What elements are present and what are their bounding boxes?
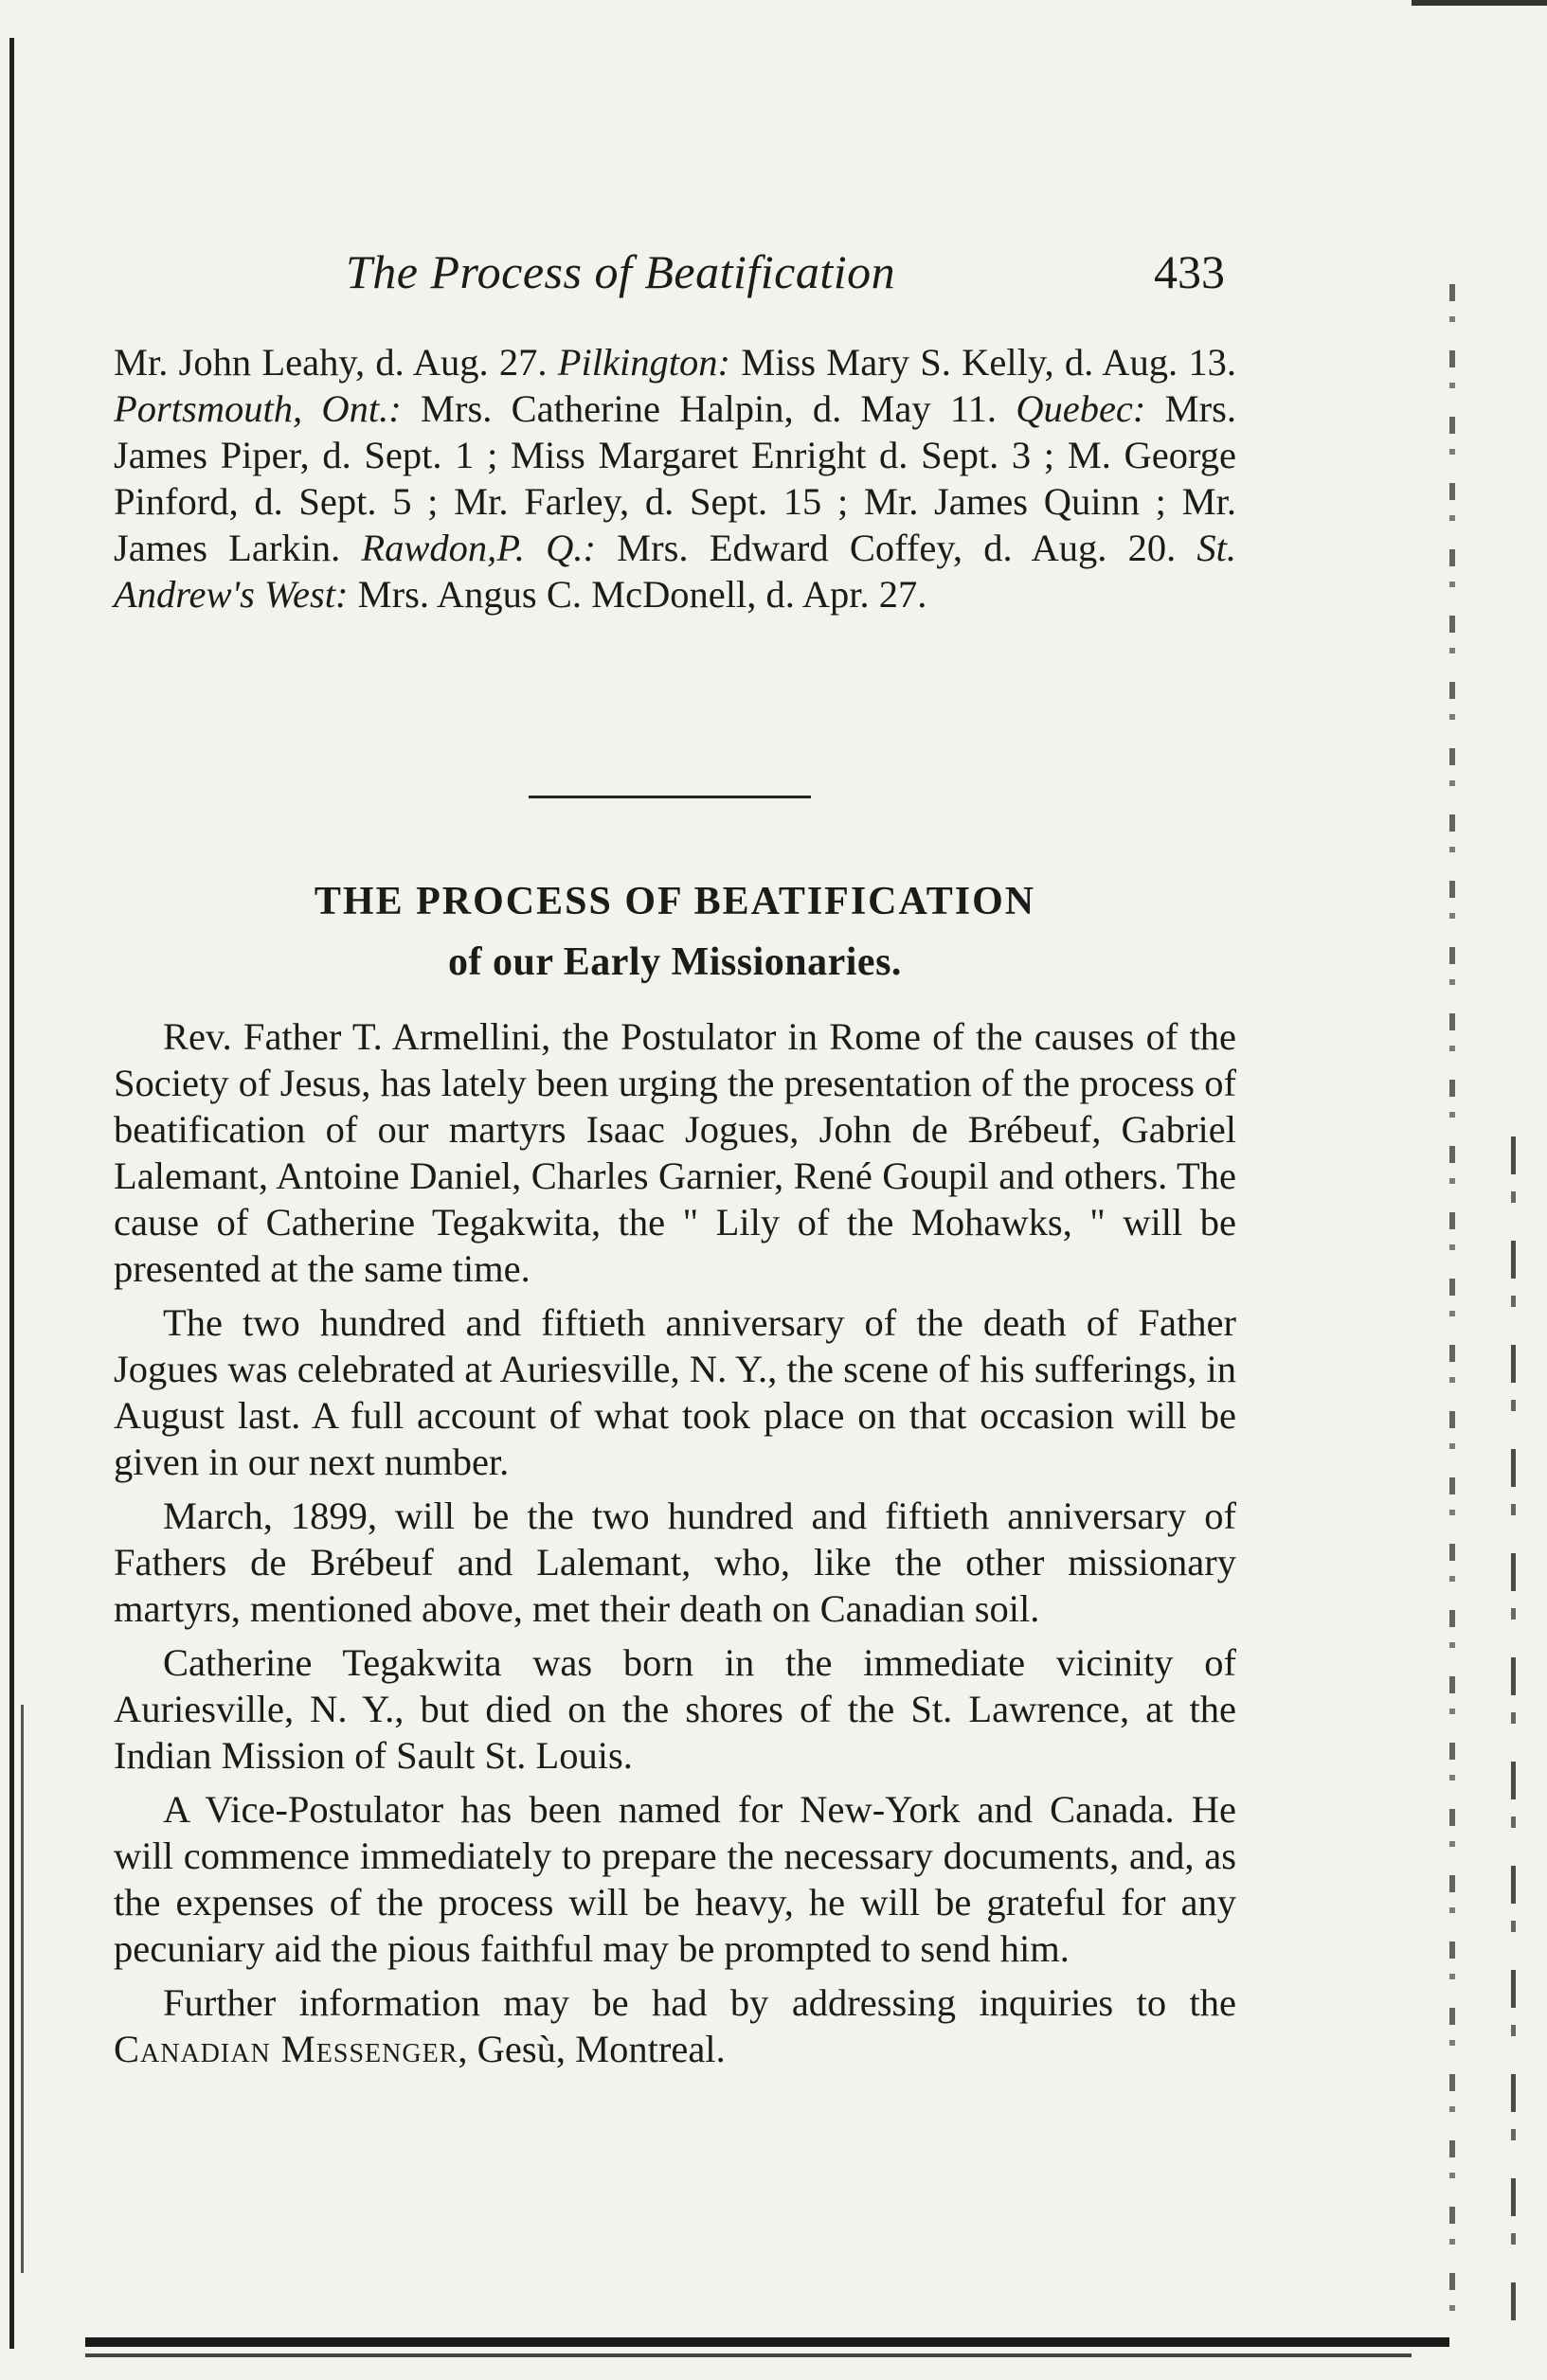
section-divider [529,796,811,798]
article-paragraph: The two hundred and fiftieth anniversary of the death of Father Jogues was celebrated at Auriesville, N. Y., the scene of his sufferings, in August last. A full account of what took place on that occasion will be given in our next number. [114,1301,1236,1483]
obituary-entry: Mrs. Edward Coffey, d. Aug. 20. [617,527,1177,569]
article-subheadline: of our Early Missionaries. [448,940,902,984]
obituary-list [114,339,1236,617]
place-name: Quebec: [1016,387,1146,430]
place-name: Pilkington: [557,341,730,384]
place-name: Rawdon,P. Q.: [361,527,596,569]
article-paragraph: March, 1899, will be the two hundred and fiftieth anniversary of Fathers de Brébeuf and Lalemant, who, like the other missionary martyrs, mentioned above, met their death on Canadian soil. [114,1494,1236,1630]
publication-name: Canadian Messenger [114,2028,459,2070]
paragraph-text: , Gesù, Montreal. [458,2028,726,2070]
obituary-entry: Miss Mary S. Kelly, d. Aug. 13. [741,341,1237,384]
bottom-edge-rule-shadow [85,2353,1412,2357]
article-paragraph: Rev. Father T. Armellini, the Postulator in Rome of the causes of the Society of Jesus, has lately been urging the presentation of the process of beatification of our martyrs Isaac Jogues, John de Brébeuf, Gabriel Lalemant, Antoine Daniel, Charles Garnier, René Goupil and others. The cause of Catherine Tegakwita, the " Lily of the Mohawks, " will be presented at the same time. [114,1015,1236,1290]
article-paragraph: Catherine Tegakwita was born in the immediate vicinity of Auriesville, N. Y., but died on the shores of the St. Lawrence, at the Indian Mission of Sault St. Louis. [114,1641,1236,1777]
top-edge-mark [1412,0,1547,6]
left-binding-shadow [21,1705,24,2273]
obituary-entry: Mrs. Catherine Halpin, d. May 11. [420,387,997,430]
obituary-paragraph [114,339,1236,617]
article-body [114,1013,1236,2080]
article-paragraph: A Vice-Postulator has been named for New-York and Canada. He will commence immediately to prepare the necessary documents, and, as the expenses of the process will be heavy, he will be grateful for any pecuniary aid the pious faithful may be prompted to send him. [114,1788,1236,1970]
right-edge-binding [1511,1136,1516,2320]
bottom-edge-rule [85,2337,1449,2347]
obituary-entry: Mr. John Leahy, d. Aug. 27. [114,341,548,384]
place-name: Portsmouth, Ont.: [114,387,402,430]
page-number: 433 [1154,245,1225,298]
article-paragraph [114,1979,1236,2072]
obituary-entry: Mrs. Angus C. McDonell, d. Apr. 27. [357,573,927,616]
place-name: St. Andrew's West: [114,527,1237,616]
obituary-entry: Mrs. James Piper, d. Sept. 1 ; Miss Margaret Enright d. Sept. 3 ; M. George Pinford, d. Sept. 5 ; Mr. Farley, d. Sept. 15 ; Mr. James Quinn ; Mr. James Larkin. [114,387,1237,569]
right-edge-noise [1449,284,1455,2320]
paragraph-text: Further information may be had by addressing inquiries to the [163,1981,1236,2024]
left-binding-edge [9,38,14,2349]
running-title: The Process of Beatification [346,245,896,298]
article-headline: THE PROCESS OF BEATIFICATION [314,880,1036,923]
